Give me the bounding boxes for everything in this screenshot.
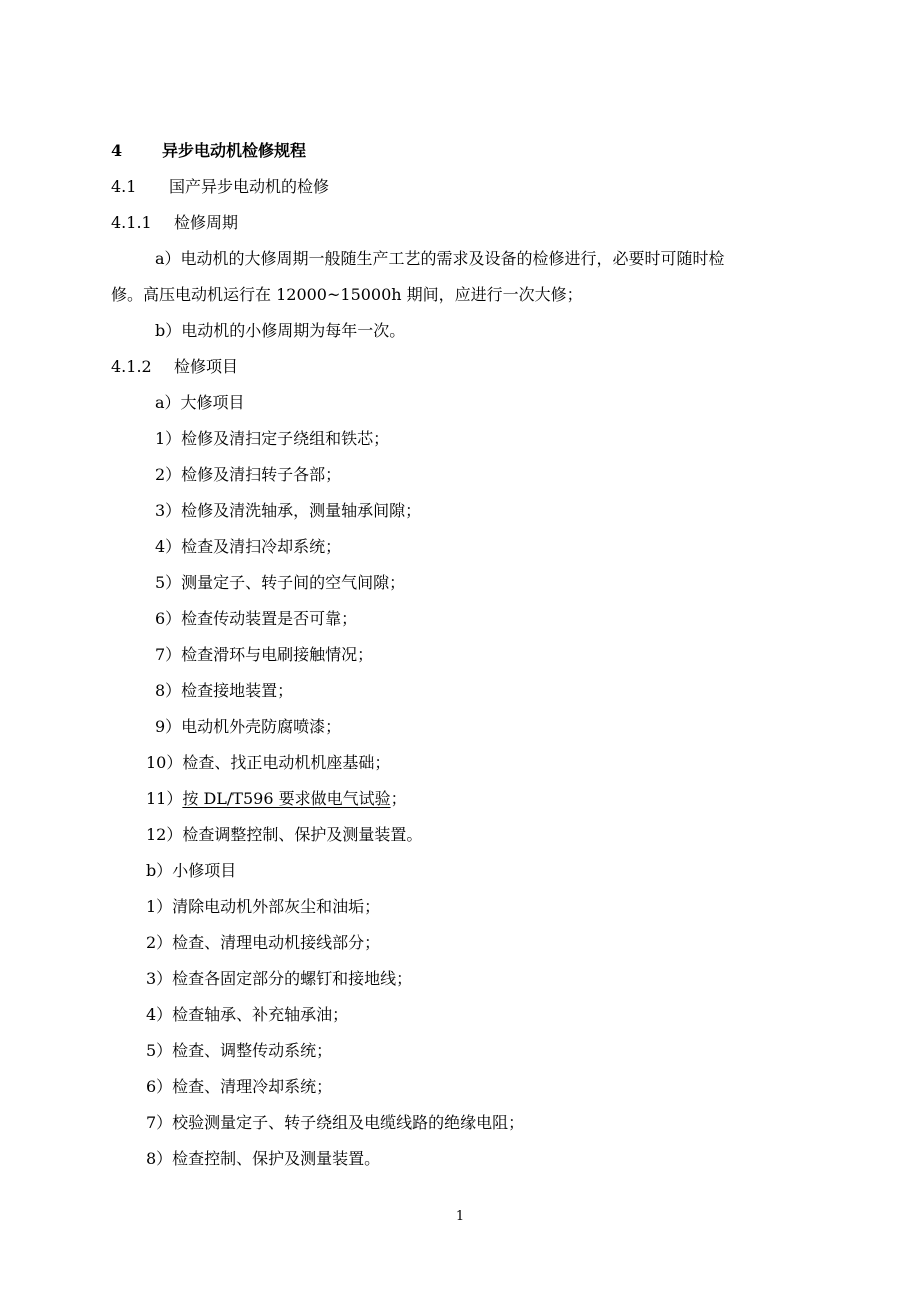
major-item: 6）检查传动装置是否可靠； xyxy=(155,609,358,628)
minor-repair-heading: b）小修项目 xyxy=(146,861,237,880)
major-item: 4）检查及清扫冷却系统； xyxy=(155,537,342,556)
minor-item: 4）检查轴承、补充轴承油； xyxy=(146,1005,349,1024)
section-4-1-1 xyxy=(111,213,239,233)
major-item: 2）检修及清扫转子各部； xyxy=(155,465,342,484)
major-item-11 xyxy=(146,789,407,809)
paragraph-a-line-2: 修。高压电动机运行在 12000~15000h 期间，应进行一次大修； xyxy=(111,285,583,304)
dl-t596-link[interactable]: 按 DL/T596 要求做电气试验 xyxy=(182,789,391,808)
item-prefix: 11） xyxy=(146,789,183,808)
minor-item: 7）校验测量定子、转子绕组及电缆线路的绝缘电阻； xyxy=(146,1113,525,1132)
section-number: 4.1.2 xyxy=(111,357,152,376)
section-title: 国产异步电动机的检修 xyxy=(169,177,330,196)
major-repair-heading: a）大修项目 xyxy=(155,393,245,412)
minor-item: 1）清除电动机外部灰尘和油垢； xyxy=(146,897,381,916)
major-item: 8）检查接地装置； xyxy=(155,681,294,700)
section-4-1 xyxy=(111,177,330,197)
section-title: 检修项目 xyxy=(174,357,239,376)
chapter-heading xyxy=(111,141,307,161)
minor-item: 2）检查、清理电动机接线部分； xyxy=(146,933,381,952)
minor-item: 8）检查控制、保护及测量装置。 xyxy=(146,1149,381,1168)
minor-item: 5）检查、调整传动系统； xyxy=(146,1041,333,1060)
major-item: 10）检查、找正电动机机座基础； xyxy=(146,753,391,772)
major-item: 3）检修及清洗轴承，测量轴承间隙； xyxy=(155,501,422,520)
section-title: 检修周期 xyxy=(174,213,239,232)
major-item: 1）检修及清扫定子绕组和铁芯； xyxy=(155,429,390,448)
minor-item: 6）检查、清理冷却系统； xyxy=(146,1077,333,1096)
section-4-1-2 xyxy=(111,357,239,377)
major-item: 7）检查滑环与电刷接触情况； xyxy=(155,645,374,664)
minor-item: 3）检查各固定部分的螺钉和接地线； xyxy=(146,969,413,988)
major-item-12: 12）检查调整控制、保护及测量装置。 xyxy=(146,825,423,844)
chapter-title: 异步电动机检修规程 xyxy=(162,141,307,160)
paragraph-b: b）电动机的小修周期为每年一次。 xyxy=(155,321,406,340)
major-item: 9）电动机外壳防腐喷漆； xyxy=(155,717,342,736)
chapter-number: 4 xyxy=(111,141,123,160)
page-number: 1 xyxy=(455,1209,465,1224)
section-number: 4.1.1 xyxy=(111,213,152,232)
paragraph-a-line-1: a）电动机的大修周期一般随生产工艺的需求及设备的检修进行，必要时可随时检 xyxy=(155,249,725,268)
major-item: 5）测量定子、转子间的空气间隙； xyxy=(155,573,406,592)
item-suffix: ； xyxy=(390,789,407,808)
section-number: 4.1 xyxy=(111,177,137,196)
